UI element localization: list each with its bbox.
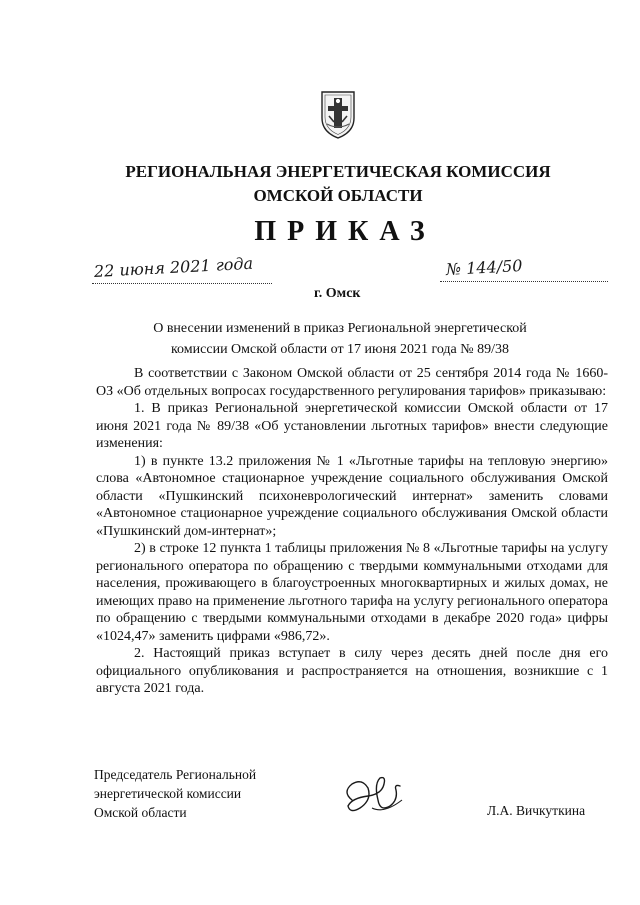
city-label: г. Омск (314, 286, 361, 301)
signatory-position (94, 765, 256, 822)
handwritten-date: 22 июня 2021 года (93, 253, 254, 281)
position-line-3: Омской области (94, 805, 187, 820)
organization-name (0, 160, 640, 208)
body-paragraph-preamble: В соответствии с Законом Омской области от 25 сентября 2014 года № 1660-ОЗ «Об отдельных вопросах государственного регулирования тарифов» приказываю: (96, 366, 608, 399)
org-line-1: РЕГИОНАЛЬНАЯ ЭНЕРГЕТИЧЕСКАЯ КОМИССИЯ (125, 162, 551, 181)
date-dotted-line (92, 283, 272, 284)
number-dotted-line (440, 281, 608, 282)
signatory-name: Л.А. Вичкуткина (487, 803, 586, 818)
document-subject (100, 318, 580, 360)
body-paragraph-item-2: 2. Настоящий приказ вступает в силу через десять дней после дня его официального опубликования и распространяется на отношения, возникшие с 1 августа 2021 года. (96, 646, 608, 696)
document-type: ПРИКАЗ (254, 216, 436, 247)
body-paragraph-subitem-1: 1) в пункте 13.2 приложения № 1 «Льготные тарифы на тепловую энергию» слова «Автономное стационарное учреждение социального обслуживания Омской области «Пушкинский психоневрологический интернат» заменить словами «Автономное стационарное учреждение социального обслуживания Омской области «Пушкинский дом-интернат»; (96, 453, 608, 539)
coat-of-arms-icon (319, 88, 357, 140)
signature-icon (338, 770, 410, 820)
position-line-2: энергетической комиссии (94, 786, 242, 801)
handwritten-number: № 144/50 (445, 256, 523, 279)
position-line-1: Председатель Региональной (94, 767, 257, 782)
body-paragraph-subitem-2: 2) в строке 12 пункта 1 таблицы приложения № 8 «Льготные тарифы на услугу регионального оператора по обращению с твердыми коммунальными отходами для населения, проживающего в благоустроенных многоквартирных и жилых домах, не имеющих право на применение льготного тарифа на услугу регионального оператора по обращению с твердыми коммунальными отходами в декабре 2020 года» цифры «1024,47» заменить цифрами «986,72». (96, 541, 608, 644)
org-line-2: ОМСКОЙ ОБЛАСТИ (253, 186, 423, 205)
subject-line-2: комиссии Омской области от 17 июня 2021 года № 89/38 (170, 342, 510, 357)
document-body (96, 365, 608, 698)
body-paragraph-item-1: 1. В приказ Региональной энергетической комиссии Омской области от 17 июня 2021 года № 89/38 «Об установлении льготных тарифов» внести следующие изменения: (96, 401, 608, 451)
subject-line-1: О внесении изменений в приказ Региональной энергетической (153, 321, 527, 336)
